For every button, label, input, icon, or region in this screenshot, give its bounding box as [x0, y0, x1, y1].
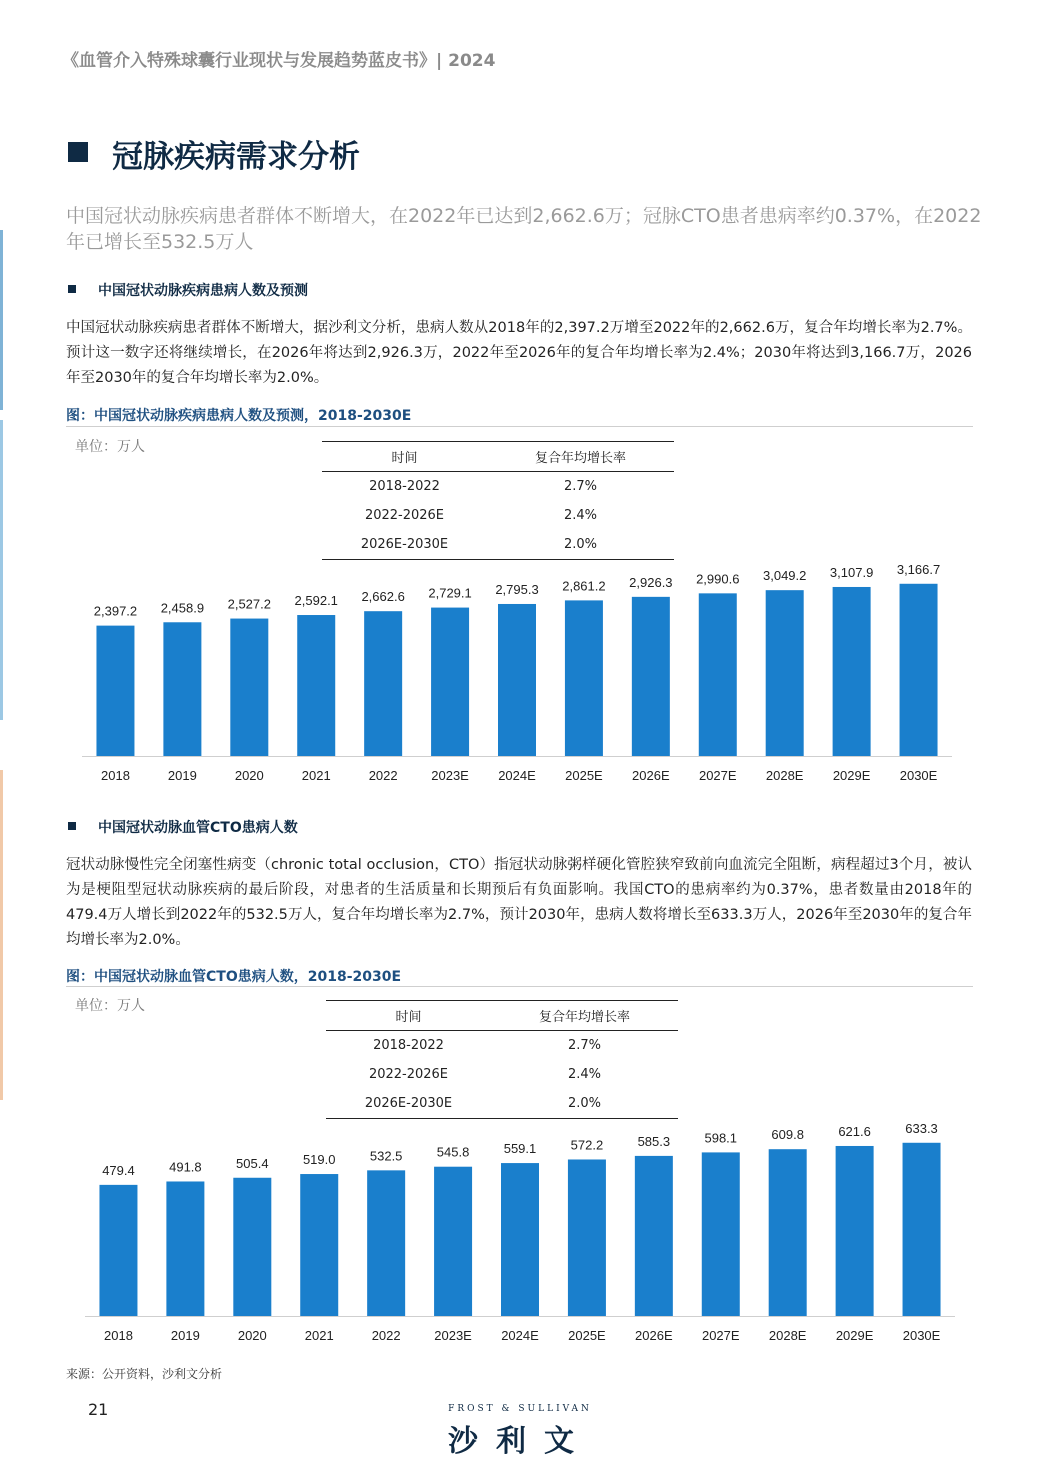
- x-tick-label: 2028E: [768, 1328, 807, 1343]
- data-label: 585.3: [637, 1133, 671, 1149]
- data-label: 609.8: [771, 1127, 804, 1143]
- bar-2022: [367, 1170, 405, 1316]
- cagr-period: 2026E-2030E: [326, 1089, 491, 1119]
- cagr-rate: 2.0%: [487, 530, 674, 560]
- x-tick-label: 2022: [368, 768, 398, 783]
- bar-2018: [96, 626, 134, 756]
- x-tick-label: 2026E: [635, 1328, 673, 1343]
- bar-2021: [297, 615, 335, 756]
- bar-2026E: [632, 597, 670, 756]
- cagr-rate: 2.0%: [491, 1089, 678, 1119]
- data-label: 3,166.7: [896, 561, 941, 577]
- cagr-rate: 2.4%: [567, 1067, 602, 1082]
- bar-2025E: [565, 600, 603, 756]
- bar-2018: [99, 1185, 137, 1316]
- paragraph-1: 中国冠状动脉疾病患者群体不断增大，据沙利文分析，患病人数从2018年的2,397.2万增至2022年的2,662.6万，复合年均增长率为2.7%。预计这一数字还将继续增长，在2026年将达到2,926.3万，2022年至2026年的复合年均增长率为2.4%；2030年将达到3,166.7万，2026年至2030年的复合年均增长率为2.0%。: [66, 320, 972, 386]
- data-label: 479.4: [102, 1162, 135, 1178]
- bar-2024E: [501, 1163, 539, 1316]
- x-tick-label: 2028E: [765, 768, 804, 783]
- table-row: [326, 1031, 678, 1061]
- bar-2021: [300, 1174, 338, 1316]
- x-tick-label: 2029E: [832, 768, 871, 783]
- bar-2019: [166, 1181, 204, 1316]
- bar-chart-cto: [85, 1100, 955, 1350]
- data-label: 2,662.6: [361, 589, 405, 605]
- x-tick-label: 2018: [104, 1328, 133, 1343]
- figure-title-1: 图：中国冠状动脉疾病患病人数及预测，2018-2030E: [66, 408, 412, 424]
- bar-2019: [163, 622, 201, 756]
- data-label: 2,861.2: [562, 578, 606, 594]
- x-tick-label: 2029E: [835, 1328, 874, 1343]
- edge-bar-blue: [0, 230, 3, 410]
- data-label: 505.4: [236, 1155, 269, 1171]
- data-label: 621.6: [838, 1123, 871, 1139]
- data-label: 532.5: [369, 1148, 403, 1164]
- x-tick-label: 2024E: [498, 768, 536, 783]
- page-number: 21: [88, 1400, 109, 1419]
- data-label: 572.2: [570, 1137, 604, 1153]
- section-title: 冠脉疾病需求分析: [112, 139, 360, 175]
- data-label: 2,729.1: [428, 585, 472, 601]
- section-lead: 中国冠状动脉疾病患者群体不断增大，在2022年已达到2,662.6万；冠脉CTO患者患病率约0.37%，在2022年已增长至532.5万人: [66, 205, 982, 253]
- bar-2025E: [568, 1159, 606, 1316]
- edge-bar-lightblue: [0, 420, 3, 720]
- brand-logo-cn: 沙利文: [448, 1424, 592, 1459]
- x-tick-label: 2030E: [902, 1328, 941, 1343]
- x-tick-label: 2024E: [501, 1328, 539, 1343]
- x-tick-label: 2026E: [632, 768, 670, 783]
- cagr-period: 2026E-2030E: [322, 530, 487, 560]
- figure-title-2: 图：中国冠状动脉血管CTO患病人数，2018-2030E: [66, 969, 402, 985]
- cagr-period: 2018-2022: [373, 1038, 444, 1053]
- bar-chart-patients: [82, 540, 952, 790]
- figure-rule-2: [66, 986, 973, 987]
- x-tick-label: 2022: [371, 1328, 401, 1343]
- subsection-marker: [68, 822, 76, 830]
- data-label: 2,926.3: [629, 574, 673, 590]
- x-tick-label: 2018: [101, 768, 130, 783]
- data-label: 598.1: [704, 1130, 738, 1146]
- table-row: [326, 1060, 678, 1089]
- data-label: 2,592.1: [294, 593, 338, 609]
- bar-2026E: [635, 1156, 673, 1316]
- data-label: 633.3: [905, 1120, 938, 1136]
- document-header: 《血管介入特殊球囊行业现状与发展趋势蓝皮书》| 2024: [62, 51, 496, 71]
- data-label: 2,990.6: [696, 571, 740, 587]
- bar-2023E: [434, 1167, 472, 1316]
- x-tick-label: 2019: [167, 768, 197, 783]
- unit-label-2: 单位：万人: [75, 998, 145, 1014]
- x-tick-label: 2025E: [568, 1328, 606, 1343]
- cagr-rate: 2.7%: [567, 1038, 602, 1053]
- cagr-rate: 2.7%: [563, 479, 598, 494]
- edge-bar-orange: [0, 770, 3, 1100]
- x-tick-label: 2021: [301, 768, 331, 783]
- cagr-period: 2022-2026E: [364, 508, 445, 523]
- data-label: 3,049.2: [763, 568, 807, 584]
- source-note: 来源：公开资料，沙利文分析: [66, 1367, 223, 1381]
- subsection-title-2: 中国冠状动脉血管CTO患病人数: [98, 820, 298, 836]
- x-tick-label: 2027E: [698, 768, 737, 783]
- bar-2020: [230, 619, 268, 756]
- data-label: 519.0: [302, 1152, 336, 1168]
- cagr-header-rate: 复合年均增长率: [487, 442, 674, 472]
- bar-2030E: [903, 1143, 941, 1316]
- bar-2028E: [766, 590, 804, 756]
- brand-logo-en: FROST & SULLIVAN: [448, 1404, 592, 1414]
- unit-label-1: 单位：万人: [75, 439, 145, 455]
- x-tick-label: 2027E: [701, 1328, 740, 1343]
- cagr-header-rate: 复合年均增长率: [491, 1001, 678, 1031]
- data-label: 3,107.9: [829, 564, 874, 580]
- data-label: 2,458.9: [160, 600, 205, 616]
- x-tick-label: 2023E: [434, 1328, 472, 1343]
- data-label: 2,397.2: [93, 603, 138, 619]
- cagr-rate: 2.4%: [563, 508, 598, 523]
- data-label: 491.8: [169, 1159, 202, 1175]
- cagr-period: 2022-2026E: [368, 1067, 449, 1082]
- data-label: 2,795.3: [495, 581, 539, 597]
- x-tick-label: 2020: [234, 768, 264, 783]
- subsection-title-1: 中国冠状动脉疾病患病人数及预测: [98, 283, 308, 299]
- x-tick-label: 2020: [237, 1328, 267, 1343]
- data-label: 559.1: [503, 1141, 537, 1157]
- x-tick-label: 2025E: [565, 768, 603, 783]
- paragraph-2: 冠状动脉慢性完全闭塞性病变（chronic total occlusion，CTO）指冠状动脉粥样硬化管腔狭窄致前向血流完全阻断，病程超过3个月，被认为是梗阻型冠状动脉疾病的最后阶段，对患者的生活质量和长期预后有负面影响。我国CTO的患病率约为0.37%，患者数量由2018年的479.4万人增长到2022年的532.5万人，复合年均增长率为2.7%，预计2030年，患病人数将增长至633.3万人，2026年至2030年的复合年均增长率为2.0%。: [66, 857, 972, 948]
- cagr-period: 2018-2022: [369, 479, 440, 494]
- data-label: 545.8: [436, 1144, 470, 1160]
- cagr-header-period: 时间: [322, 442, 487, 472]
- bar-2028E: [769, 1149, 807, 1316]
- bar-2029E: [833, 587, 871, 756]
- bar-2023E: [431, 608, 469, 756]
- bar-2027E: [702, 1152, 740, 1316]
- table-row: [322, 472, 674, 502]
- subsection-marker: [68, 285, 76, 293]
- bar-2030E: [900, 584, 938, 756]
- x-tick-label: 2021: [304, 1328, 334, 1343]
- figure-rule-1: [66, 426, 973, 427]
- x-tick-label: 2023E: [431, 768, 469, 783]
- bar-2029E: [836, 1146, 874, 1316]
- cagr-header-period: 时间: [326, 1001, 491, 1031]
- bar-2022: [364, 611, 402, 756]
- x-tick-label: 2019: [170, 1328, 200, 1343]
- bar-2027E: [699, 593, 737, 756]
- section-marker: [68, 142, 88, 162]
- bar-2024E: [498, 604, 536, 756]
- bar-2020: [233, 1178, 271, 1316]
- data-label: 2,527.2: [227, 596, 271, 612]
- table-row: [322, 501, 674, 530]
- x-tick-label: 2030E: [899, 768, 938, 783]
